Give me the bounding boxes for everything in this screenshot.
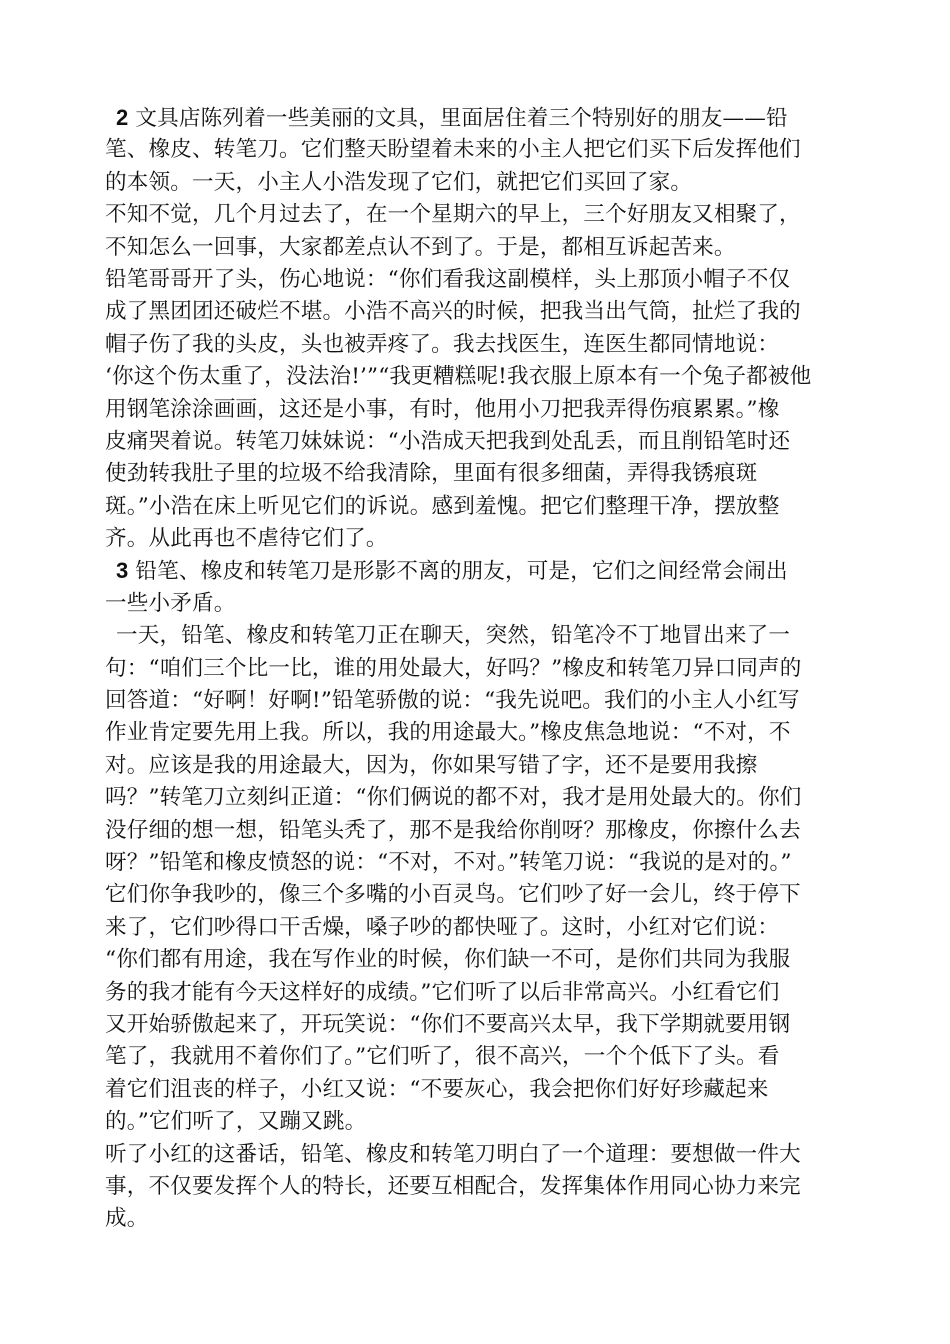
text-line — [105, 977, 850, 1009]
text-line — [105, 555, 850, 587]
paragraph-number: 2 — [116, 105, 129, 130]
text-line — [105, 361, 850, 393]
line-text: 的。”它们听了，又蹦又跳。 — [105, 1109, 367, 1135]
line-text: 回答道：“好啊！好啊!”铅笔骄傲的说：“我先说吧。我们的小主人小红写 — [105, 688, 800, 714]
text-line — [105, 653, 850, 685]
text-line — [105, 685, 850, 717]
text-line — [105, 717, 850, 749]
line-text: 铅笔哥哥开了头，伤心地说：“你们看我这副模样，头上那顶小帽子不仅 — [105, 266, 791, 292]
line-text: 来了，它们吵得口干舌燥，嗓子吵的都快哑了。这时，小红对它们说： — [105, 914, 780, 940]
line-text: 笔、橡皮、转笔刀。它们整天盼望着未来的小主人把它们买下后发挥他们 — [105, 137, 801, 163]
text-line — [105, 134, 850, 166]
line-text: 呀？”铅笔和橡皮愤怒的说：“不对，不对。”转笔刀说：“我说的是对的。” — [105, 849, 792, 875]
line-text: “你们都有用途，我在写作业的时候，你们缺一不可，是你们共同为我服 — [105, 947, 791, 973]
text-line — [105, 523, 850, 555]
text-line — [105, 815, 850, 847]
line-text: 斑。”小浩在床上听见它们的诉说。感到羞愧。把它们整理干净，摆放整 — [105, 493, 780, 519]
paragraph-number: 3 — [116, 558, 129, 584]
line-text: 吗？”转笔刀立刻纠正道：“你们俩说的都不对，我才是用处最大的。你们 — [105, 785, 802, 811]
line-text: 不知怎么一回事，大家都差点认不到了。于是，都相互诉起苦来。 — [105, 234, 736, 260]
line-text: 笔了，我就用不着你们了。”它们听了，很不高兴，一个个低下了头。看 — [105, 1044, 780, 1070]
line-text: 文具店陈列着一些美丽的文具，里面居住着三个特别好的朋友——铅 — [128, 106, 788, 131]
text-line — [105, 782, 850, 814]
text-line — [105, 102, 850, 134]
text-line — [105, 1041, 850, 1073]
text-line — [105, 232, 850, 264]
text-line — [105, 426, 850, 458]
line-text: 事，不仅要发挥个人的特长，还要互相配合，发挥集体作用同心协力来完 — [105, 1173, 801, 1199]
text-line — [105, 944, 850, 976]
text-line — [105, 264, 850, 296]
line-text: 一些小矛盾。 — [105, 590, 236, 616]
text-line — [105, 1009, 850, 1041]
text-line — [105, 912, 850, 944]
text-line — [105, 458, 850, 490]
line-text: 务的我才能有今天这样好的成绩。”它们听了以后非常高兴。小红看它们 — [105, 979, 780, 1005]
text-line — [105, 1171, 850, 1203]
text-line — [105, 750, 850, 782]
line-text: 成。 — [105, 1206, 149, 1232]
line-text: 句：“咱们三个比一比，谁的用处最大，好吗？”橡皮和转笔刀异口同声的 — [105, 655, 802, 681]
line-text: 的本领。一天，小主人小浩发现了它们，就把它们买回了家。 — [105, 169, 693, 195]
essay-text — [105, 102, 850, 1236]
text-line — [105, 1074, 850, 1106]
text-line — [105, 199, 850, 231]
line-text: 齐。从此再也不虐待它们了。 — [105, 526, 388, 552]
text-line — [105, 394, 850, 426]
text-line — [105, 879, 850, 911]
line-text: 对。应该是我的用途最大，因为，你如果写错了字，还不是要用我擦 — [105, 752, 758, 778]
line-text: 听了小红的这番话，铅笔、橡皮和转笔刀明白了一个道理：要想做一件大 — [105, 1141, 801, 1167]
text-line — [105, 1106, 850, 1138]
line-text: 作业肯定要先用上我。所以，我的用途最大。”橡皮焦急地说：“不对，不 — [105, 720, 791, 746]
text-line — [105, 588, 850, 620]
line-text: 帽子伤了我的头皮，头也被弄疼了。我去找医生，连医生都同情地说： — [105, 331, 780, 357]
text-line — [105, 1203, 850, 1235]
text-line — [105, 847, 850, 879]
line-text: 使劲转我肚子里的垃圾不给我清除，里面有很多细菌，弄得我锈痕斑 — [105, 461, 758, 487]
text-line — [105, 1139, 850, 1171]
text-line — [105, 167, 850, 199]
line-text: 皮痛哭着说。转笔刀妹妹说：“小浩成天把我到处乱丢，而且削铅笔时还 — [105, 428, 791, 454]
line-text: 没仔细的想一想，铅笔头秃了，那不是我给你削呀？那橡皮，你擦什么去 — [105, 817, 801, 843]
line-text: 着它们沮丧的样子，小红又说：“不要灰心，我会把你们好好珍藏起来 — [105, 1076, 769, 1102]
line-text: 用钢笔涂涂画画，这还是小事，有时，他用小刀把我弄得伤痕累累。”橡 — [105, 396, 780, 422]
line-text: 不知不觉，几个月过去了，在一个星期六的早上，三个好朋友又相聚了， — [105, 202, 801, 228]
text-line — [105, 296, 850, 328]
line-text: ‘你这个伤太重了，没法治!’”“我更糟糕呢!我衣服上原本有一个兔子都被他 — [105, 364, 812, 390]
line-text: 它们你争我吵的，像三个多嘴的小百灵鸟。它们吵了好一会儿，终于停下 — [105, 882, 801, 908]
text-line — [105, 491, 850, 523]
line-text: 又开始骄傲起来了，开玩笑说：“你们不要高兴太早，我下学期就要用钢 — [105, 1011, 791, 1037]
line-text: 铅笔、橡皮和转笔刀是形影不离的朋友，可是，它们之间经常会闹出 — [128, 559, 788, 585]
text-line — [105, 329, 850, 361]
line-text: 一天，铅笔、橡皮和转笔刀正在聊天，突然，铅笔冷不丁地冒出来了一 — [116, 623, 791, 649]
line-text: 成了黑团团还破烂不堪。小浩不高兴的时候，把我当出气筒，扯烂了我的 — [105, 299, 801, 325]
text-line — [105, 620, 850, 652]
